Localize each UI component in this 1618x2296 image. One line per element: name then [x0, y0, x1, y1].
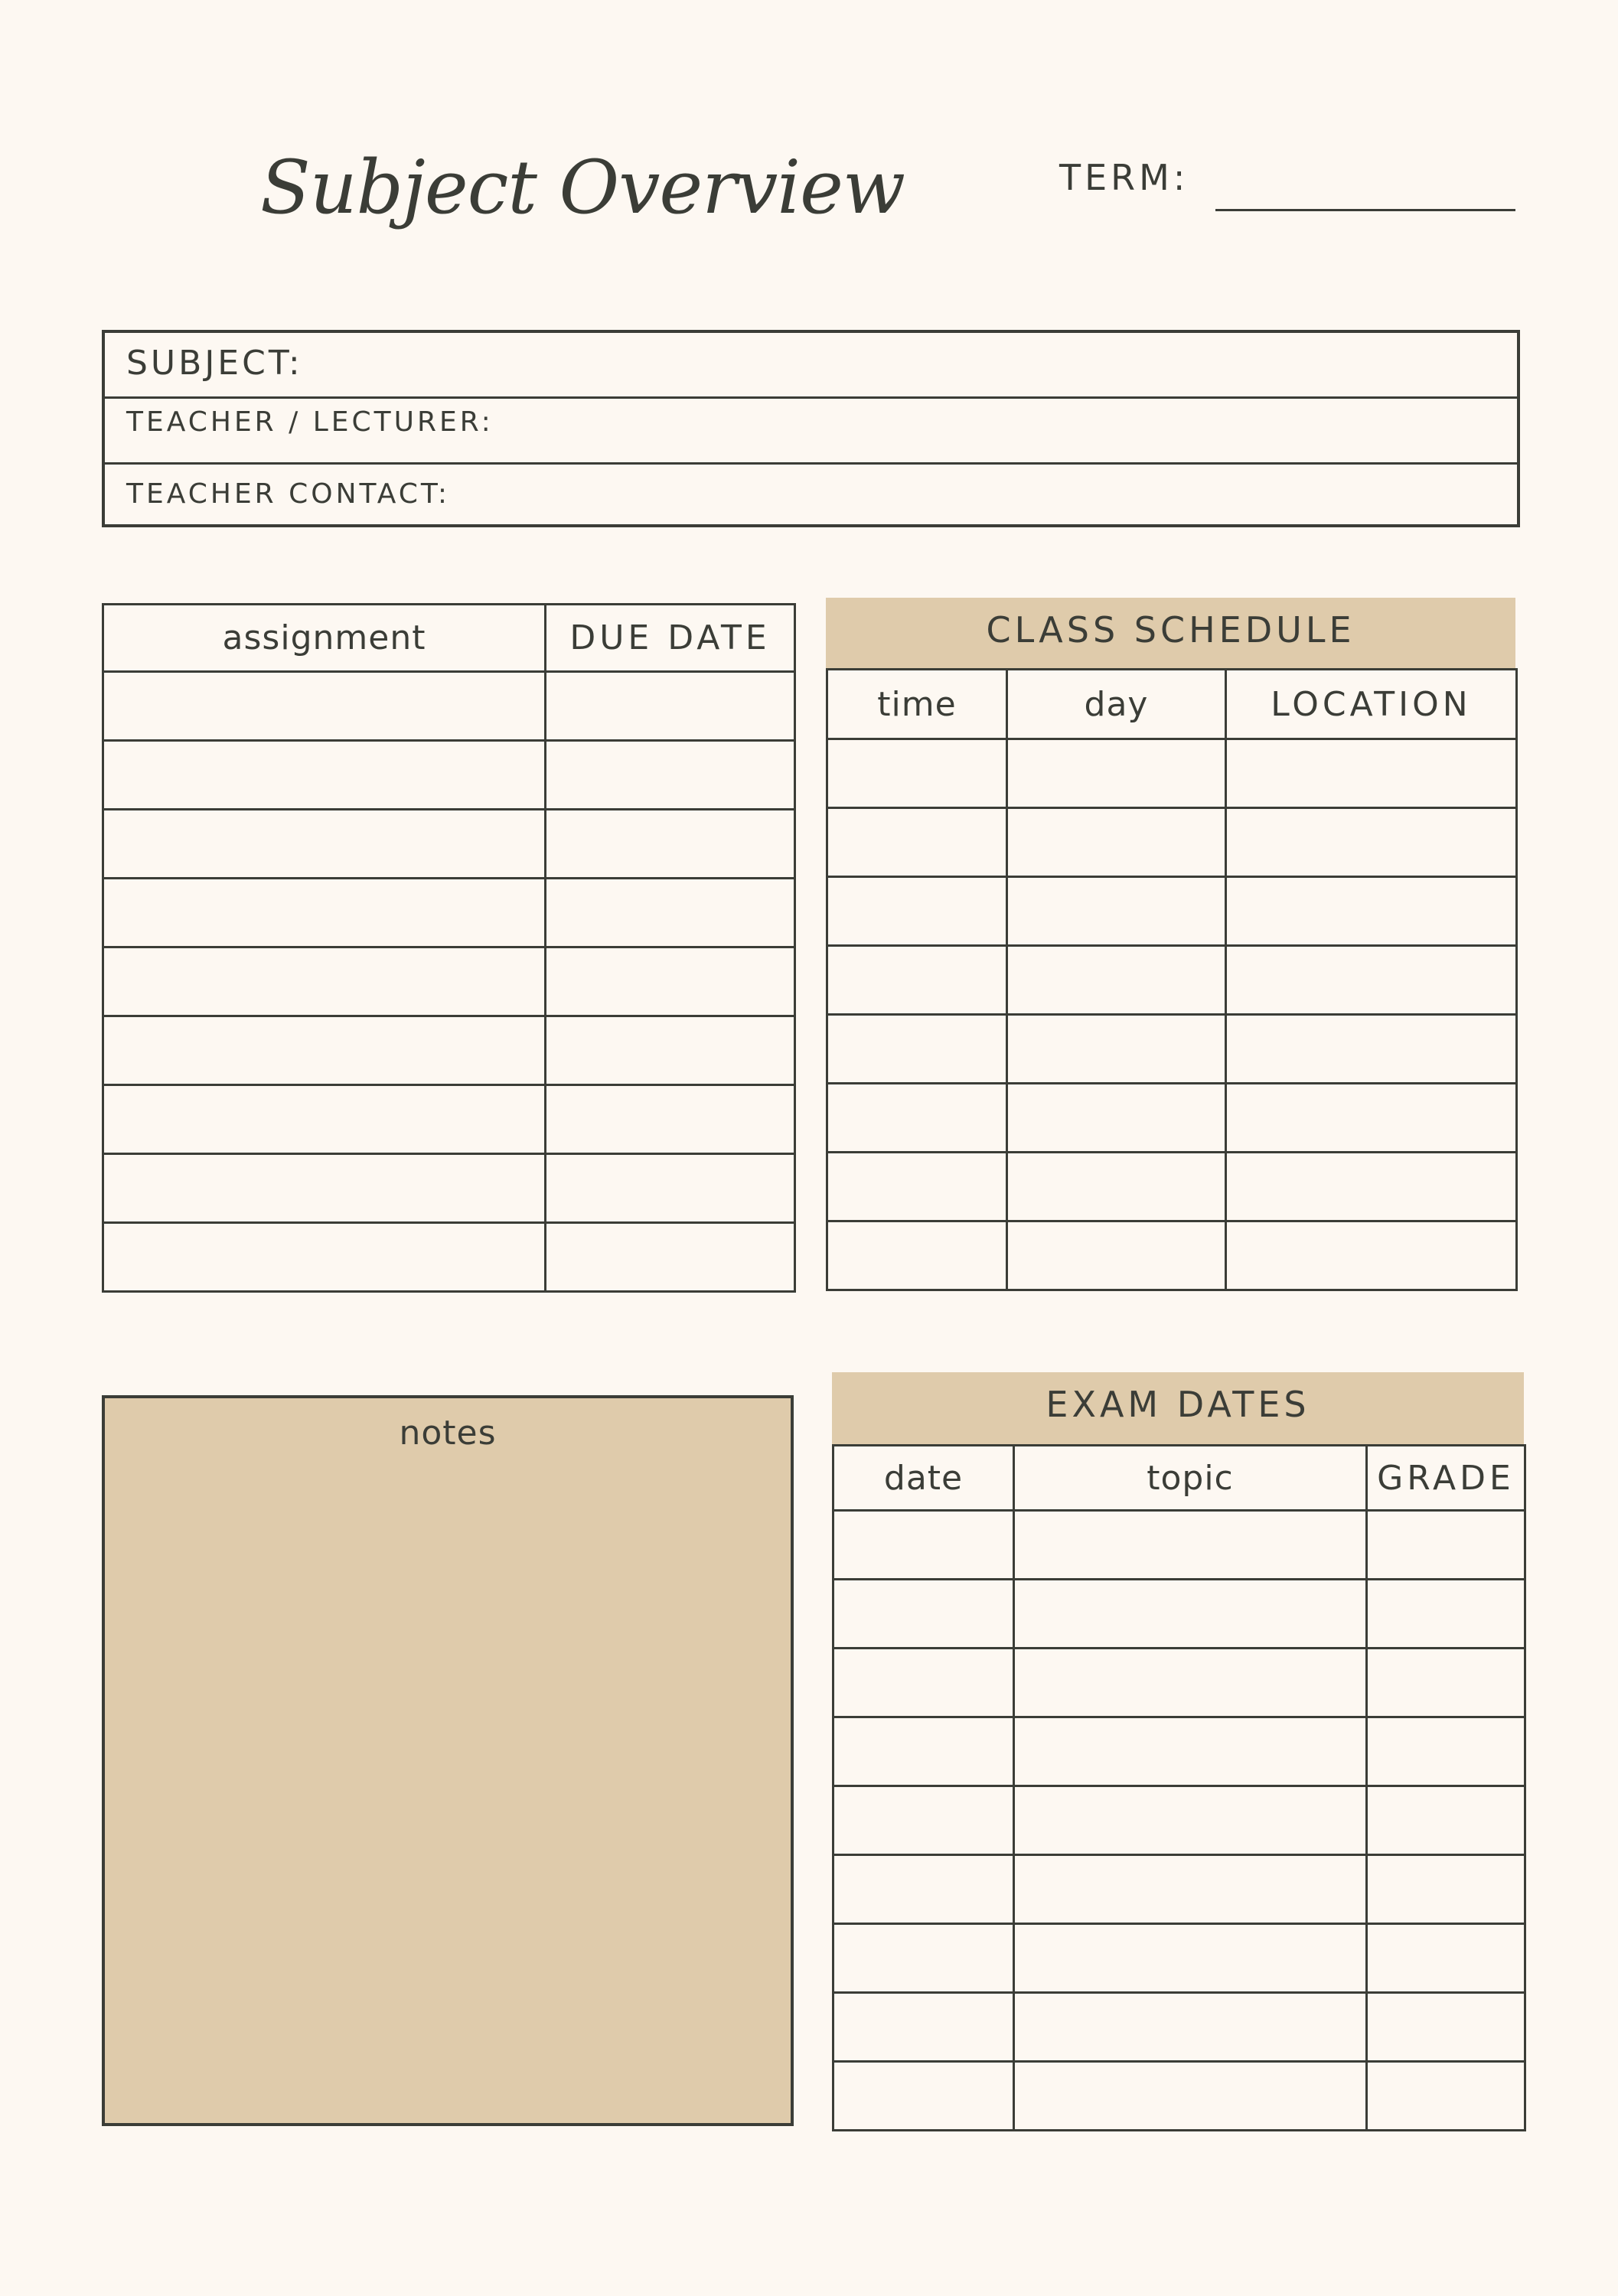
teacher-contact-field[interactable] [105, 465, 1517, 524]
table-cell[interactable] [546, 810, 795, 879]
table-cell[interactable] [1007, 1153, 1226, 1221]
exam-dates-table [832, 1444, 1526, 2131]
table-cell[interactable] [546, 1223, 795, 1292]
table-cell[interactable] [1007, 1221, 1226, 1290]
table-cell[interactable] [1226, 1015, 1517, 1084]
table-cell[interactable] [1014, 1993, 1367, 2062]
table-row [833, 1924, 1525, 1993]
teacher-label: TEACHER / LECTURER: [126, 406, 494, 438]
table-row [103, 672, 795, 741]
table-row [833, 1855, 1525, 1924]
assignments-table [102, 603, 796, 1293]
table-cell[interactable] [827, 1221, 1007, 1290]
assignment-column-header: assignment [103, 605, 546, 672]
day-column-header: day [1007, 670, 1226, 739]
table-cell[interactable] [1226, 1084, 1517, 1153]
table-row [833, 1511, 1525, 1580]
teacher-field[interactable] [105, 399, 1517, 465]
due-date-column-header: DUE DATE [546, 605, 795, 672]
term-input-line[interactable] [1215, 209, 1515, 211]
table-row [833, 1786, 1525, 1855]
table-cell[interactable] [1007, 1015, 1226, 1084]
exam-dates-header-band [832, 1372, 1524, 1444]
table-row [103, 947, 795, 1016]
table-cell[interactable] [1014, 1786, 1367, 1855]
table-row [827, 739, 1517, 808]
table-cell[interactable] [103, 1154, 546, 1223]
table-row [833, 2062, 1525, 2131]
table-cell[interactable] [103, 1085, 546, 1154]
table-row [833, 1717, 1525, 1786]
table-row [103, 1223, 795, 1292]
table-row [103, 1154, 795, 1223]
table-cell[interactable] [827, 1153, 1007, 1221]
table-cell[interactable] [103, 741, 546, 810]
table-cell[interactable] [1007, 808, 1226, 877]
subject-info-box [102, 330, 1520, 527]
table-cell[interactable] [1367, 1649, 1525, 1717]
table-row [827, 808, 1517, 877]
table-cell[interactable] [1367, 1993, 1525, 2062]
subject-field[interactable] [105, 333, 1517, 399]
table-row [103, 1085, 795, 1154]
grade-column-header: GRADE [1367, 1446, 1525, 1511]
table-cell[interactable] [546, 947, 795, 1016]
table-cell[interactable] [103, 879, 546, 947]
table-cell[interactable] [1226, 946, 1517, 1015]
table-cell[interactable] [1367, 1924, 1525, 1993]
table-cell[interactable] [103, 1016, 546, 1085]
table-cell[interactable] [827, 739, 1007, 808]
table-cell[interactable] [1014, 1649, 1367, 1717]
table-cell[interactable] [546, 741, 795, 810]
notes-box[interactable] [102, 1395, 794, 2126]
table-cell[interactable] [103, 672, 546, 741]
page-title: Subject Overview [260, 145, 905, 230]
class-schedule-title: CLASS SCHEDULE [986, 609, 1355, 651]
time-column-header: time [827, 670, 1007, 739]
table-cell[interactable] [1226, 1221, 1517, 1290]
table-cell[interactable] [1014, 1511, 1367, 1580]
table-cell[interactable] [1226, 739, 1517, 808]
table-cell[interactable] [827, 1084, 1007, 1153]
table-cell[interactable] [1367, 1511, 1525, 1580]
table-cell[interactable] [546, 1154, 795, 1223]
table-cell[interactable] [1367, 1786, 1525, 1855]
table-cell[interactable] [546, 1016, 795, 1085]
table-cell[interactable] [833, 1717, 1014, 1786]
table-cell[interactable] [833, 1786, 1014, 1855]
table-cell[interactable] [833, 1924, 1014, 1993]
table-cell[interactable] [827, 946, 1007, 1015]
table-cell[interactable] [833, 1993, 1014, 2062]
table-cell[interactable] [103, 810, 546, 879]
table-cell[interactable] [833, 1511, 1014, 1580]
table-cell[interactable] [546, 879, 795, 947]
location-column-header: LOCATION [1226, 670, 1517, 739]
table-cell[interactable] [1367, 1717, 1525, 1786]
table-cell[interactable] [1014, 1717, 1367, 1786]
table-row [827, 1084, 1517, 1153]
table-row [833, 1580, 1525, 1649]
table-row [103, 879, 795, 947]
table-cell[interactable] [1367, 2062, 1525, 2131]
table-cell[interactable] [833, 1649, 1014, 1717]
table-cell[interactable] [1226, 1153, 1517, 1221]
table-cell[interactable] [833, 1855, 1014, 1924]
table-cell[interactable] [1007, 877, 1226, 946]
table-row [103, 1016, 795, 1085]
table-cell[interactable] [827, 877, 1007, 946]
table-cell[interactable] [827, 808, 1007, 877]
date-column-header: date [833, 1446, 1014, 1511]
teacher-contact-label: TEACHER CONTACT: [126, 478, 451, 510]
table-row [833, 1649, 1525, 1717]
table-cell[interactable] [1367, 1580, 1525, 1649]
table-cell[interactable] [1014, 1855, 1367, 1924]
table-cell[interactable] [833, 2062, 1014, 2131]
table-row [833, 1993, 1525, 2062]
notes-label: notes [399, 1414, 497, 1453]
table-cell[interactable] [1226, 877, 1517, 946]
table-cell[interactable] [1014, 2062, 1367, 2131]
table-cell[interactable] [1007, 739, 1226, 808]
table-row [827, 1221, 1517, 1290]
table-cell[interactable] [546, 672, 795, 741]
table-cell[interactable] [1007, 946, 1226, 1015]
table-cell[interactable] [1014, 1580, 1367, 1649]
table-cell[interactable] [1007, 1084, 1226, 1153]
class-schedule-header-band [826, 598, 1515, 668]
table-row [827, 1015, 1517, 1084]
table-row [103, 741, 795, 810]
table-cell[interactable] [827, 1015, 1007, 1084]
table-cell[interactable] [833, 1580, 1014, 1649]
topic-column-header: topic [1014, 1446, 1367, 1511]
table-cell[interactable] [1014, 1924, 1367, 1993]
table-row [827, 877, 1517, 946]
exam-dates-title: EXAM DATES [1046, 1384, 1310, 1425]
table-row [827, 1153, 1517, 1221]
subject-label: SUBJECT: [126, 344, 303, 383]
class-schedule-table [826, 668, 1518, 1291]
table-cell[interactable] [1226, 808, 1517, 877]
table-row [103, 810, 795, 879]
table-cell[interactable] [546, 1085, 795, 1154]
term-label: TERM: [1059, 157, 1189, 198]
table-cell[interactable] [103, 947, 546, 1016]
table-cell[interactable] [103, 1223, 546, 1292]
table-cell[interactable] [1367, 1855, 1525, 1924]
table-row [827, 946, 1517, 1015]
